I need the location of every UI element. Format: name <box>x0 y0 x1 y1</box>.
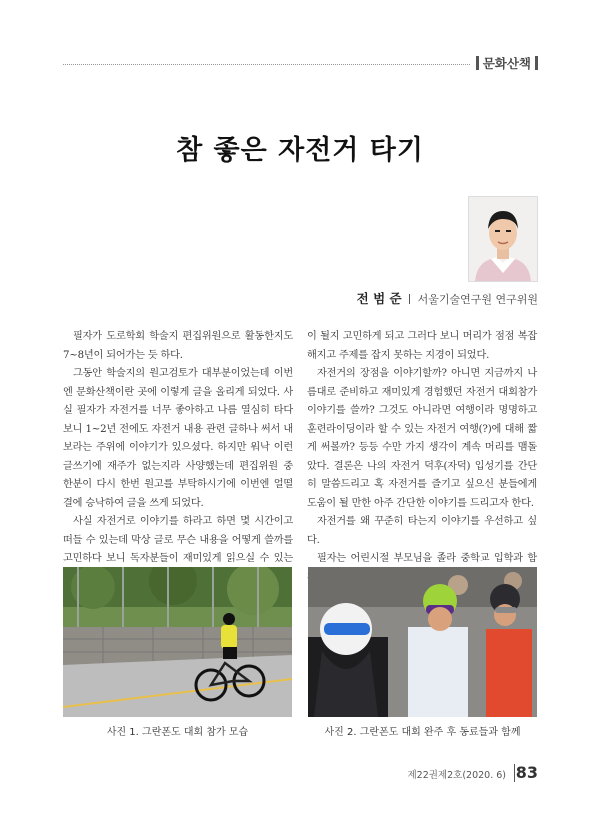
issue-info: 제22권제2호(2020. 6) <box>407 770 506 781</box>
header-dotted-rule <box>63 64 470 65</box>
section-title: 문화산책 <box>482 56 531 71</box>
body-column-left <box>63 328 293 587</box>
body-column-right <box>307 328 537 587</box>
body-paragraph: 자전거를 왜 꾸준히 타는지 이야기를 우선하고 싶다. <box>307 516 537 546</box>
photo-1-caption: 사진 1. 그란폰도 대회 참가 모습 <box>106 727 249 738</box>
body-paragraph: 필자는 어린시절 부모님을 졸라 중학교 입학과 함 <box>317 553 537 564</box>
author-photo <box>468 196 538 282</box>
author-affiliation: 서울기술연구원 연구위원 <box>417 293 538 306</box>
page-number: 83 <box>515 763 538 782</box>
photo-race-participation <box>63 567 292 717</box>
body-paragraph: 자전거의 장점을 이야기할까? 아니면 지금까지 나름대로 준비하고 재미있게 경험했던 자전거 대회참가 이야기를 쓸까? 그것도 아니라면 여행이라 명명하고 훈련라이딩이라 할 수 있는 자전거 여행(?)에 대해 짧게 써볼까? 등등 수만 가지 생각이 계속 머리를 맴돌았다. 결론은 나의 자전거 덕후(자덕) 입성기를 간단히 말씀드리고 혹 자전거를 즐기고 싶으신 분들에게 도움이 될 만한 아주 간단한 이야기를 드리고자 한다. <box>307 368 537 509</box>
photo-finish-with-colleagues <box>308 567 537 717</box>
author-byline <box>357 289 538 307</box>
section-bar-left <box>476 56 479 70</box>
section-label <box>476 54 538 72</box>
body-paragraph: 사실 자전거로 이야기를 하라고 하면 몇 시간이고 떠들 수 있는데 막상 글로 무슨 내용을 어떻게 쓸까를 고민하다 보니 독자분들이 재미있게 읽으실 수 있는 <box>63 516 293 564</box>
body-paragraph: 그동안 학술지의 원고검토가 대부분이었는데 이번엔 문화산책이란 곳에 이렇게 글을 올리게 되었다. 사실 필자가 자전거를 너무 좋아하고 나름 열심히 타다 보니 1~2년 전에도 자전거 내용 관련 글하나 써서 내 보라는 주위에 이야기가 있으셨다. 하지만 워낙 이런 글쓰기에 재주가 없는지라 사양했는데 편집위원 중 한분이 다시 한번 원고를 부탁하시기에 이번엔 얼떨결에 승낙하여 글을 쓰게 되었다. <box>63 368 293 509</box>
article-title: 참 좋은 자전거 타기 <box>176 135 424 166</box>
byline-separator <box>409 294 410 304</box>
body-paragraph: 필자가 도로학회 학술지 편집위원으로 활동한지도 7~8년이 되어가는 듯 하다. <box>63 331 293 361</box>
section-bar-right <box>535 56 538 70</box>
body-paragraph: 이 될지 고민하게 되고 그러다 보니 머리가 점점 복잡해지고 주제를 잡지 못하는 지경이 되었다. <box>307 331 537 361</box>
author-name: 전 범 준 <box>356 291 402 306</box>
photo-2-caption: 사진 2. 그란폰도 대회 완주 후 동료들과 함께 <box>324 727 521 738</box>
